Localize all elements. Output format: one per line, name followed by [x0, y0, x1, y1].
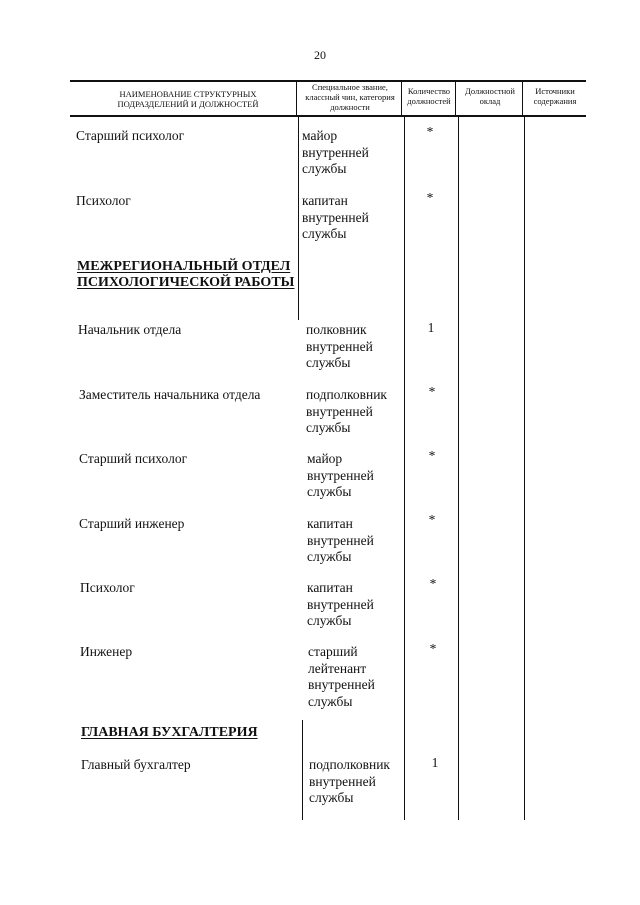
position-rank: полковник внутренней службы [306, 322, 373, 370]
position-name: Психолог [80, 580, 135, 595]
position-rank: подполковник внутренней службы [306, 387, 387, 435]
position-count: * [428, 448, 436, 463]
header-divider [522, 80, 523, 116]
position-rank: старший лейтенант внутренней службы [308, 644, 375, 709]
position-count: * [429, 641, 437, 656]
column-divider [302, 720, 303, 820]
section-title: ГЛАВНАЯ БУХГАЛТЕРИЯ [81, 725, 258, 740]
position-name: Главный бухгалтер [81, 757, 191, 772]
position-name: Начальник отдела [78, 322, 182, 337]
position-count: 1 [427, 320, 435, 335]
position-name: Старший психолог [79, 451, 188, 466]
header-divider [296, 80, 297, 116]
position-count: * [428, 512, 436, 527]
position-rank: капитан внутренней службы [307, 580, 374, 628]
position-name: Старший инженер [79, 516, 185, 531]
header-bottom-rule [70, 115, 586, 117]
header-divider [455, 80, 456, 116]
position-rank: подполковник внутренней службы [309, 757, 390, 805]
position-name: Психолог [76, 193, 131, 208]
header-divider [401, 80, 402, 116]
position-name: Старший психолог [76, 128, 185, 143]
header-col-qty: Количество должностей [407, 86, 451, 106]
position-count: * [426, 190, 434, 205]
position-rank: капитан внутренней службы [307, 516, 374, 564]
position-rank: капитан внутренней службы [302, 193, 369, 241]
column-divider [404, 116, 405, 820]
position-count: 1 [431, 755, 439, 770]
position-count: * [429, 576, 437, 591]
position-rank: майор внутренней службы [302, 128, 369, 176]
header-col-rank: Специальное звание, классный чин, категория должности [305, 82, 395, 112]
column-divider [458, 116, 459, 820]
position-count: * [428, 384, 436, 399]
position-rank: майор внутренней службы [307, 451, 374, 499]
column-divider [524, 116, 525, 820]
position-count: * [426, 124, 434, 139]
section-title: МЕЖРЕГИОНАЛЬНЫЙ ОТДЕЛ ПСИХОЛОГИЧЕСКОЙ РАБОТЫ [77, 259, 295, 290]
header-col-source: Источники содержания [533, 86, 577, 106]
page-number: 20 [314, 48, 326, 62]
header-col-name: НАИМЕНОВАНИЕ СТРУКТУРНЫХ ПОДРАЗДЕЛЕНИЙ И ДОЛЖНОСТЕЙ [117, 89, 259, 109]
header-col-salary: Должностной оклад [465, 86, 515, 106]
position-name: Инженер [80, 644, 133, 659]
position-name: Заместитель начальника отдела [79, 387, 261, 402]
